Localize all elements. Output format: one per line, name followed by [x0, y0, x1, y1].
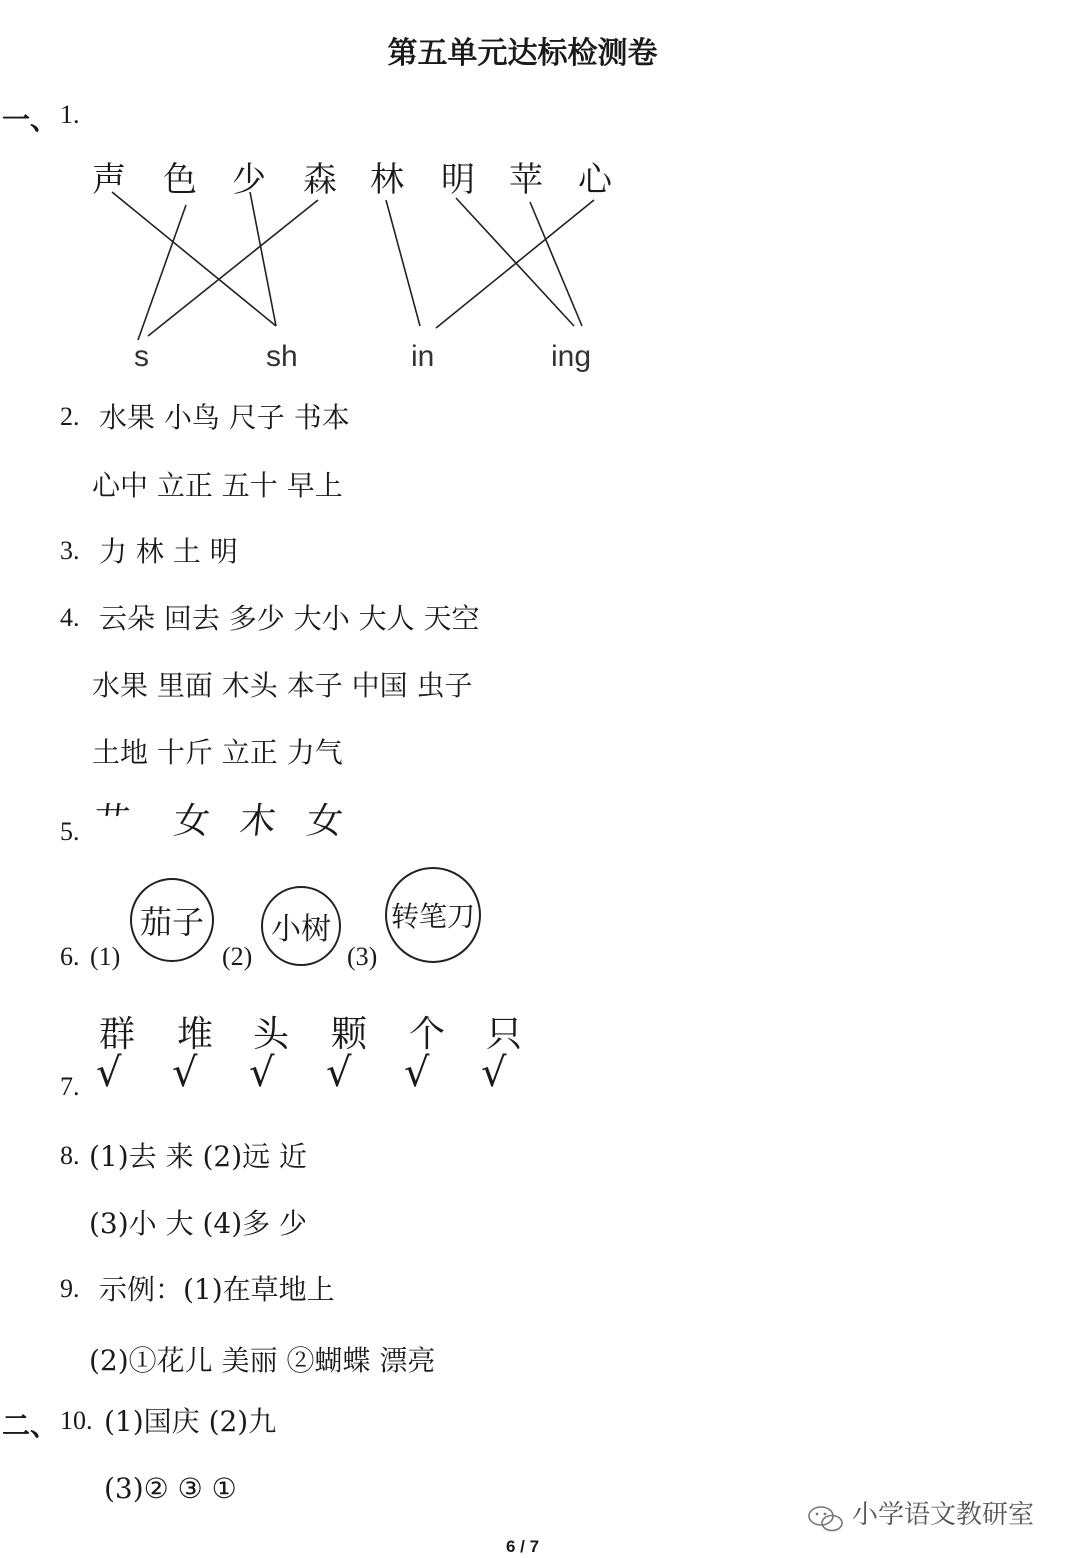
- q6-circled-answer-1: [130, 878, 214, 962]
- q1-matching-lines: [0, 0, 700, 400]
- q6-circled-answer-2: [261, 886, 341, 966]
- q1-pinyin-s: s: [134, 340, 149, 373]
- q7-word-3: 头: [253, 1014, 290, 1055]
- q8-line2: (3)小 大 (4)多 少: [89, 1207, 308, 1240]
- q6-number: 6.: [60, 942, 80, 971]
- q1-char-2: 色: [163, 160, 197, 200]
- q10-line1: (1)国庆 (2)九: [104, 1405, 277, 1438]
- watermark-text: 小学语文教研室: [852, 1500, 1035, 1530]
- q7-word-1: 群: [99, 1014, 136, 1055]
- q7-check-6: √: [481, 1050, 507, 1096]
- q1-char-7: 苹: [509, 160, 543, 200]
- line-se-s: [138, 205, 186, 340]
- wechat-icon: [806, 1504, 846, 1534]
- q6-circled-answer-3: [385, 867, 481, 963]
- line-xin-in: [436, 200, 594, 328]
- q6-label-3: (3): [347, 942, 378, 971]
- q6-label-1: (1): [90, 942, 121, 971]
- q2-line1: 水果 小鸟 尺子 书本: [99, 401, 350, 434]
- q1-pinyin-ing: ing: [551, 340, 592, 373]
- q10-number: 10.: [60, 1406, 93, 1435]
- q9-number: 9.: [60, 1274, 80, 1303]
- q1-char-4: 森: [303, 160, 337, 200]
- q7-word-4: 颗: [331, 1014, 368, 1055]
- page-title: 第五单元达标检测卷: [387, 36, 658, 71]
- page-indicator: 6 / 7: [505, 1537, 540, 1556]
- line-ming-ing: [456, 198, 574, 326]
- q1-char-6: 明: [441, 160, 475, 200]
- q7-check-4: √: [326, 1050, 352, 1096]
- q10-line2: (3)② ③ ①: [104, 1472, 237, 1505]
- q5-answer-2: 女: [171, 801, 212, 842]
- section-two-label: 二、: [2, 1409, 59, 1442]
- q7-number: 7.: [60, 1072, 80, 1101]
- q3-answer: 力 林 土 明: [99, 535, 238, 568]
- line-sen-s: [148, 200, 318, 336]
- q6-answer-2: 小树: [271, 912, 331, 947]
- q5-number: 5.: [60, 817, 80, 846]
- q1-pinyin-in: in: [411, 340, 435, 373]
- q4-line2: 水果 里面 木头 本子 中国 虫子: [92, 669, 473, 702]
- q6-label-2: (2): [222, 942, 253, 971]
- q6-answer-3: 转笔刀: [390, 900, 475, 933]
- q4-line3: 土地 十斤 立正 力气: [92, 736, 343, 769]
- q5-answer-1: 艹: [91, 801, 132, 842]
- q8-line1: (1)去 来 (2)远 近: [89, 1140, 308, 1173]
- q1-char-1: 声: [92, 160, 126, 200]
- q4-number: 4.: [60, 603, 80, 632]
- q2-line2: 心中 立正 五十 早上: [92, 469, 343, 502]
- section-one-label: 一、: [2, 103, 59, 136]
- q7-word-6: 只: [486, 1014, 523, 1055]
- line-shao-sh: [250, 192, 276, 326]
- q7-word-5: 个: [409, 1014, 446, 1055]
- line-sheng-sh: [112, 192, 276, 326]
- q2-number: 2.: [60, 402, 80, 431]
- q8-number: 8.: [60, 1141, 80, 1170]
- q5-answer-4: 女: [304, 801, 345, 842]
- q1-number: 1.: [60, 100, 80, 129]
- q1-char-5: 林: [370, 160, 404, 200]
- q5-answer-3: 木: [237, 801, 278, 842]
- q9-line1: 示例：(1)在草地上: [99, 1273, 335, 1306]
- line-lin-in: [386, 200, 420, 326]
- q6-answer-1: 茄子: [139, 903, 204, 941]
- q1-pinyin-sh: sh: [266, 340, 298, 373]
- q1-char-8: 心: [578, 160, 612, 200]
- q9-line2: (2)①花儿 美丽 ②蝴蝶 漂亮: [89, 1344, 436, 1377]
- q7-check-5: √: [404, 1050, 430, 1096]
- q7-check-2: √: [172, 1050, 198, 1096]
- q7-check-3: √: [249, 1050, 275, 1096]
- q3-number: 3.: [60, 536, 80, 565]
- q7-word-2: 堆: [177, 1014, 214, 1055]
- q1-char-3: 少: [232, 160, 266, 200]
- q4-line1: 云朵 回去 多少 大小 大人 天空: [99, 602, 480, 635]
- q7-check-1: √: [96, 1050, 122, 1096]
